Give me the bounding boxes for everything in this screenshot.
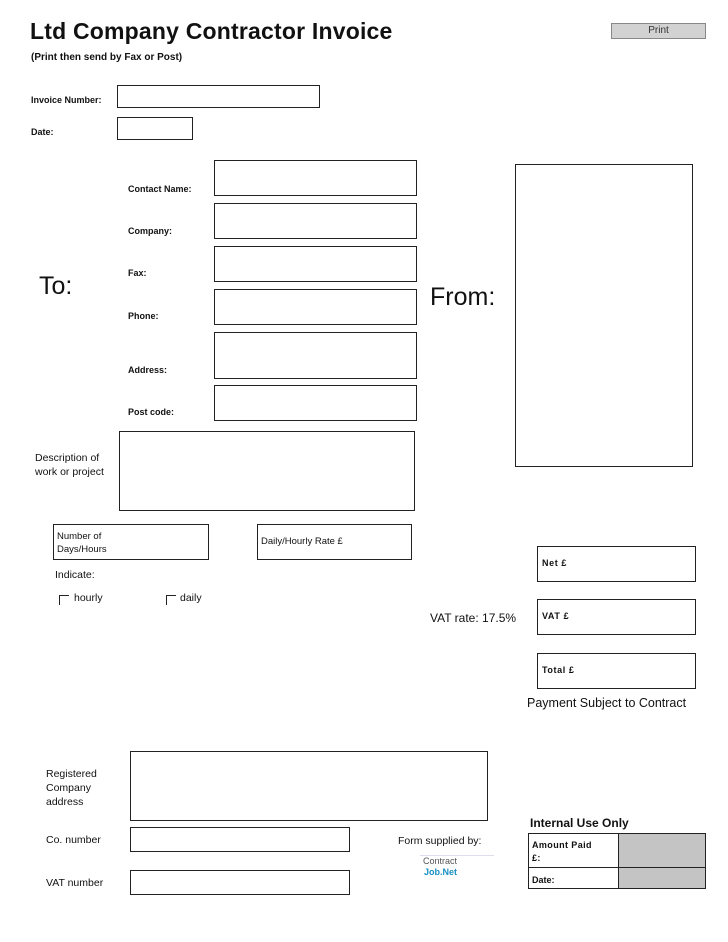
date-field[interactable]: [117, 117, 193, 140]
address-field[interactable]: [214, 332, 417, 379]
page-title: Ltd Company Contractor Invoice: [30, 18, 393, 44]
from-address-field[interactable]: [515, 164, 693, 467]
date-label: Date:: [31, 127, 54, 137]
co-number-field[interactable]: [130, 827, 350, 852]
net-label: Net £: [542, 558, 568, 568]
internal-use-heading: Internal Use Only: [530, 816, 629, 830]
internal-divider: [528, 867, 619, 868]
phone-label: Phone:: [128, 311, 159, 321]
from-heading: From:: [430, 283, 496, 311]
invoice-number-label: Invoice Number:: [31, 95, 102, 105]
phone-field[interactable]: [214, 289, 417, 325]
total-label: Total £: [542, 665, 575, 675]
amount-paid-label: Amount Paid £:: [532, 840, 592, 863]
invoice-number-field[interactable]: [117, 85, 320, 108]
internal-date-field[interactable]: [618, 867, 706, 889]
hourly-checkbox[interactable]: [59, 595, 69, 605]
internal-date-label: Date:: [532, 875, 555, 885]
daily-checkbox[interactable]: [166, 595, 176, 605]
days-hours-label: Number of Days/Hours: [57, 531, 107, 555]
description-field[interactable]: [119, 431, 415, 511]
description-label: Description of work or project: [35, 452, 104, 478]
days-hours-field[interactable]: [53, 524, 209, 560]
page-subtitle: (Print then send by Fax or Post): [31, 52, 183, 63]
print-button[interactable]: Print: [611, 23, 706, 39]
form-supplied-label: Form supplied by:: [398, 835, 482, 847]
co-number-label: Co. number: [46, 834, 101, 846]
company-field[interactable]: [214, 203, 417, 239]
fax-label: Fax:: [128, 268, 147, 278]
contact-name-field[interactable]: [214, 160, 417, 196]
logo-line-2: Job.Net: [424, 867, 458, 877]
company-label: Company:: [128, 226, 173, 236]
address-label: Address:: [128, 365, 168, 375]
amount-paid-field[interactable]: [618, 833, 706, 868]
vat-number-field[interactable]: [130, 870, 350, 895]
logo-line-1: Contract: [423, 856, 458, 866]
postcode-label: Post code:: [128, 407, 175, 417]
postcode-field[interactable]: [214, 385, 417, 421]
rate-label: Daily/Hourly Rate £: [261, 536, 343, 547]
registered-address-label: Registered Company address: [46, 768, 97, 808]
hourly-label: hourly: [74, 592, 103, 604]
rate-field[interactable]: [257, 524, 412, 560]
contractjob-logo[interactable]: [420, 855, 494, 882]
vat-number-label: VAT number: [46, 877, 104, 889]
net-field[interactable]: [537, 546, 696, 582]
vat-field[interactable]: [537, 599, 696, 635]
registered-address-field[interactable]: [130, 751, 488, 821]
vat-label: VAT £: [542, 611, 570, 621]
fax-field[interactable]: [214, 246, 417, 282]
total-field[interactable]: [537, 653, 696, 689]
contact-name-label: Contact Name:: [128, 184, 192, 194]
payment-note: Payment Subject to Contract: [527, 696, 687, 710]
vat-rate: VAT rate: 17.5%: [430, 611, 517, 625]
to-heading: To:: [39, 272, 73, 300]
daily-label: daily: [180, 592, 202, 604]
indicate-label: Indicate:: [55, 569, 95, 581]
